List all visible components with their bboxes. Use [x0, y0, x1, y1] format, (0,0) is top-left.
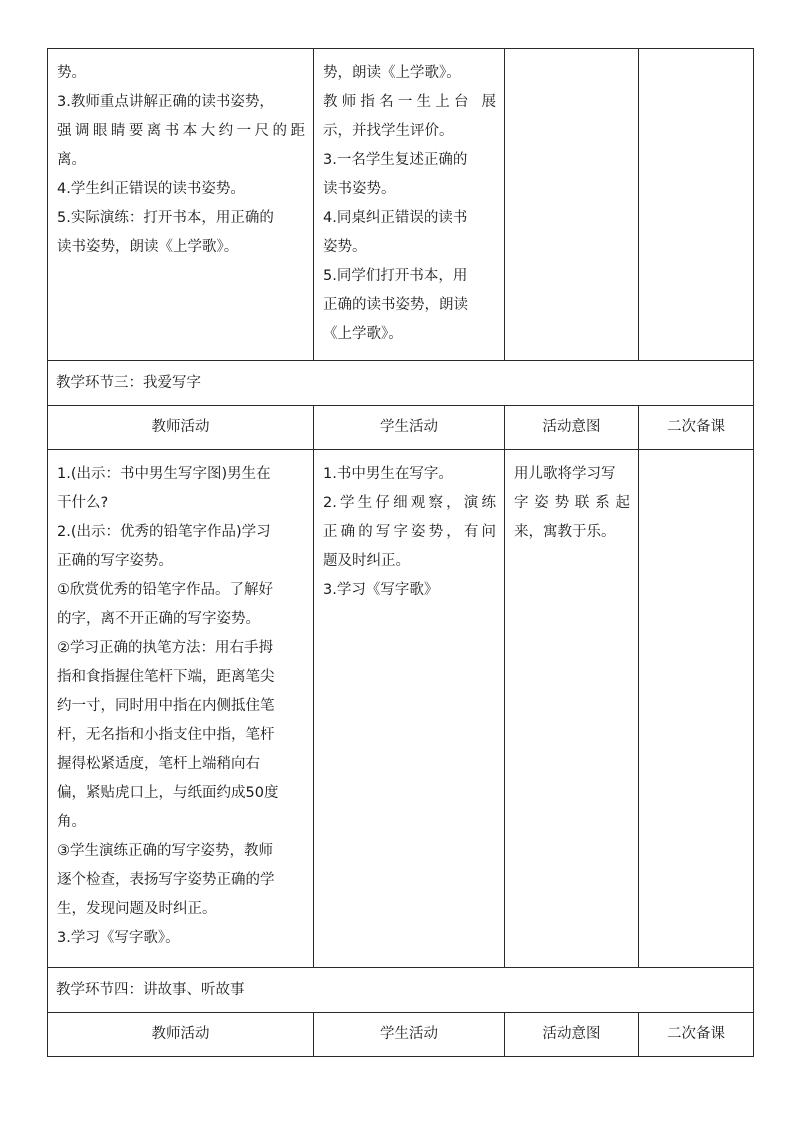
text-line: 1.(出示：书中男生写字图)男生在 [57, 466, 271, 482]
text-line: 3.学习《写字歌》。 [57, 930, 180, 946]
text-line: 示，并找学生评价。 [323, 123, 454, 139]
student-activity-header: 学生活动 [314, 406, 505, 450]
text-line: 正确的写字姿势。 [57, 553, 173, 569]
text-line: 逐个检查，表扬写字姿势正确的学 [57, 872, 275, 888]
text-line: 强调眼睛要离书本大约一尺的距 [57, 123, 305, 139]
text-line: 指和食指握住笔杆下端，距离笔尖 [57, 669, 275, 685]
text-line: 约一寸，同时用中指在内侧抵住笔 [57, 698, 275, 714]
text-line: 杆，无名指和小指支住中指，笔杆 [57, 727, 275, 743]
secondary-prep-cell [639, 450, 754, 968]
text-line: 4.学生纠正错误的读书姿势。 [57, 181, 245, 197]
teacher-activity-header: 教师活动 [48, 406, 314, 450]
text-line: 用儿歌将学习写 [514, 466, 616, 482]
text-line: 来，寓教于乐。 [514, 524, 616, 540]
table-header-row [48, 1013, 754, 1057]
student-activity-cell [314, 450, 505, 968]
secondary-prep-header: 二次备课 [639, 406, 754, 450]
text-line: 字姿势联系起 [514, 495, 630, 511]
text-line: 3.一名学生复述正确的 [323, 152, 468, 168]
text-line: 正确的读书姿势，朗读 [323, 297, 468, 313]
secondary-prep-cell [639, 49, 754, 361]
text-line: 正确的写字姿势，有问 [323, 524, 496, 540]
text-line: 1.书中男生在写字。 [323, 466, 453, 482]
activity-intent-cell [505, 49, 639, 361]
activity-intent-cell [505, 450, 639, 968]
section-title: 教学环节三：我爱写字 [48, 361, 754, 406]
text-line: ②学习正确的执笔方法：用右手拇 [57, 640, 273, 656]
text-line: 题及时纠正。 [323, 553, 410, 569]
table-header-row [48, 406, 754, 450]
text-line: 3.学习《写字歌》 [323, 582, 439, 598]
table-row [48, 49, 754, 361]
text-line: 生，发现问题及时纠正。 [57, 901, 217, 917]
text-line: 2.学生仔细观察，演练 [323, 495, 496, 511]
text-line: 势。 [57, 65, 86, 81]
text-line: 2.(出示：优秀的铅笔字作品)学习 [57, 524, 271, 540]
teacher-activity-header: 教师活动 [48, 1013, 314, 1057]
text-line: 离。 [57, 152, 86, 168]
student-activity-header: 学生活动 [314, 1013, 505, 1057]
text-line: 5.同学们打开书本，用 [323, 268, 468, 284]
text-line: 读书姿势。 [323, 181, 396, 197]
text-line: 势，朗读《上学歌》。 [323, 65, 461, 81]
activity-intent-header: 活动意图 [505, 406, 639, 450]
text-line: 《上学歌》。 [323, 326, 403, 342]
activity-intent-header: 活动意图 [505, 1013, 639, 1057]
student-activity-cell [314, 49, 505, 361]
table-row [48, 450, 754, 968]
teacher-activity-cell [48, 49, 314, 361]
text-line: 教师指名一生上台 展 [323, 94, 496, 110]
text-line: 偏，紧贴虎口上，与纸面约成50度 [57, 785, 279, 801]
secondary-prep-header: 二次备课 [639, 1013, 754, 1057]
text-line: 角。 [57, 814, 86, 830]
text-line: 4.同桌纠正错误的读书 [323, 210, 468, 226]
text-line: 3.教师重点讲解正确的读书姿势， [57, 94, 274, 110]
table-row [48, 968, 754, 1013]
text-line: 干什么? [57, 495, 109, 511]
teacher-activity-cell [48, 450, 314, 968]
text-line: ③学生演练正确的写字姿势，教师 [57, 843, 273, 859]
section-title: 教学环节四：讲故事、听故事 [48, 968, 754, 1013]
text-line: ①欣赏优秀的铅笔字作品。了解好 [57, 582, 273, 598]
text-line: 姿势。 [323, 239, 367, 255]
text-line: 5.实际演练：打开书本，用正确的 [57, 210, 274, 226]
lesson-plan-table [47, 48, 754, 1057]
table-row [48, 361, 754, 406]
text-line: 读书姿势，朗读《上学歌》。 [57, 239, 239, 255]
text-line: 握得松紧适度，笔杆上端稍向右 [57, 756, 260, 772]
text-line: 的字，离不开正确的写字姿势。 [57, 611, 260, 627]
